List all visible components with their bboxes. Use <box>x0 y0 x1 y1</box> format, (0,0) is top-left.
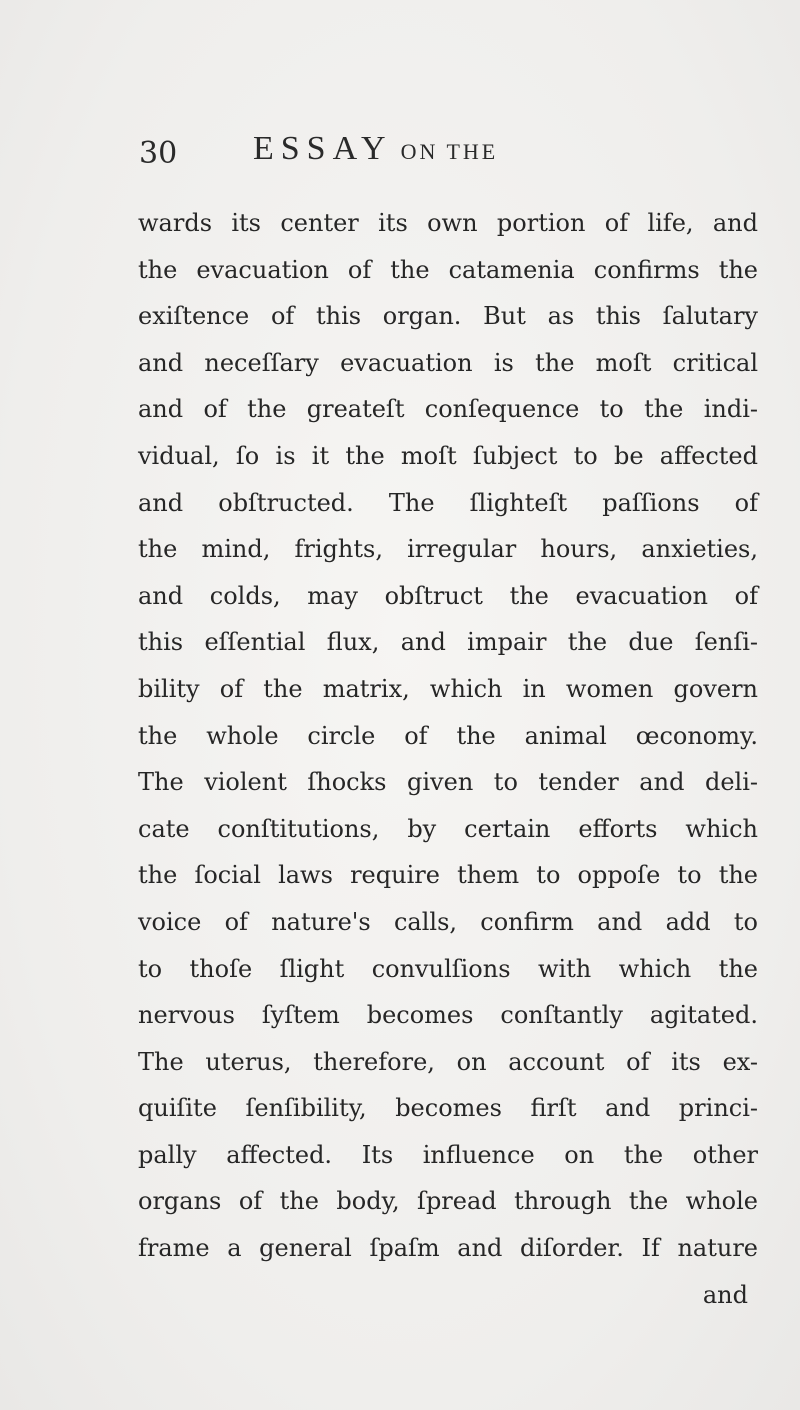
text-line: the whole circle of the animal œconomy. <box>138 721 758 750</box>
text-line: quiſite ſenſibility, becomes firſt and princi- <box>138 1094 758 1123</box>
text-line: The violent ſhocks given to tender and deli- <box>138 768 758 797</box>
catchword: and <box>702 1280 748 1309</box>
text-line: voice of nature's calls, confirm and add to <box>138 907 758 936</box>
body-text <box>138 200 758 1318</box>
text-line: cate conſtitutions, by certain efforts which <box>138 814 758 843</box>
text-line: frame a general ſpaſm and diſorder. If nature <box>138 1234 758 1263</box>
text-line: wards its center its own portion of life, and <box>138 209 758 237</box>
text-line: bility of the matrix, which in women govern <box>138 674 758 703</box>
text-line: to thoſe ſlight convulſions with which the <box>138 954 758 983</box>
page-number: 30 <box>139 136 178 171</box>
text-line: the evacuation of the catamenia confirms the <box>138 255 758 284</box>
text-line: pally affected. Its influence on the other <box>138 1140 758 1169</box>
text-line: and obſtructed. The ſlighteſt paſſions of <box>138 488 758 517</box>
text-line: this eſſential flux, and impair the due ſenſi- <box>138 628 758 657</box>
text-line: and of the greateſt conſequence to the indi- <box>138 395 758 424</box>
text-line: nervous ſyſtem becomes conſtantly agitated. <box>138 1001 758 1030</box>
text-line: and neceſſary evacuation is the moſt critical <box>138 348 758 377</box>
running-head-main: ESSAY <box>253 130 393 167</box>
text-line: the mind, frights, irregular hours, anxieties, <box>138 535 758 564</box>
text-line: organs of the body, ſpread through the whole <box>138 1187 758 1216</box>
text-line: and colds, may obſtruct the evacuation of <box>138 581 758 610</box>
running-head-small: ON THE <box>400 139 499 164</box>
page-header <box>125 118 645 178</box>
running-head <box>253 130 498 168</box>
text-line: the ſocial laws require them to oppoſe to the <box>138 861 758 890</box>
text-line: vidual, ſo is it the moſt ſubject to be affected <box>138 441 758 470</box>
text-line: exiſtence of this organ. But as this ſalutary <box>138 302 758 331</box>
text-line: The uterus, therefore, on account of its ex- <box>138 1047 758 1076</box>
